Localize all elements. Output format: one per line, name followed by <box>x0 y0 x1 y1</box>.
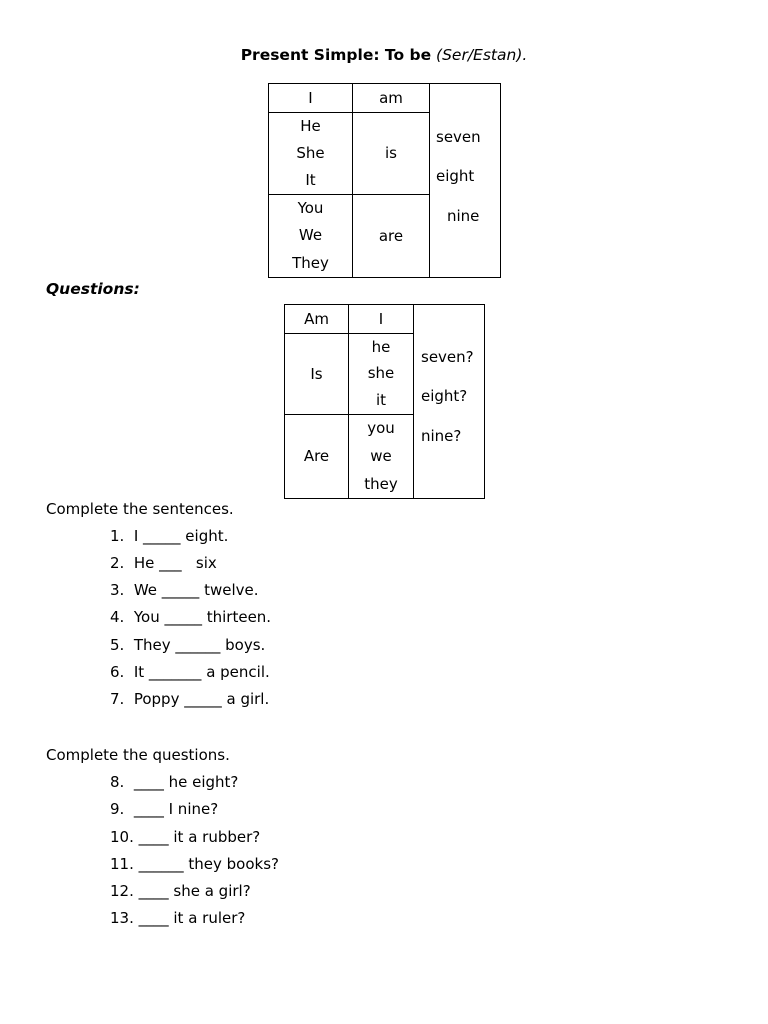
pronoun-it: It <box>305 171 316 189</box>
pronoun-we-q: we <box>370 446 392 465</box>
table-cell <box>349 334 414 415</box>
table-cell <box>269 84 353 113</box>
list-item: 10. ____ it a rubber? <box>110 828 261 846</box>
list-item: 7. Poppy _____ a girl. <box>110 690 270 708</box>
pronoun-she: She <box>296 144 325 162</box>
pronoun-he: He <box>300 117 321 135</box>
pronoun-i: I <box>308 88 313 107</box>
verb-am-q: Am <box>304 309 329 328</box>
table-cell <box>269 113 353 195</box>
questions-exercise-heading: Complete the questions. <box>46 746 230 764</box>
numbers-column <box>430 84 500 277</box>
table-cell <box>349 305 414 334</box>
list-item: 5. They ______ boys. <box>110 636 266 654</box>
number-seven-q: seven? <box>421 348 474 366</box>
verb-is: is <box>385 144 397 162</box>
numbers-column-q <box>414 305 484 498</box>
pronoun-it-q: it <box>375 391 387 410</box>
verb-are-q: Are <box>303 447 330 465</box>
table-cell <box>269 195 353 277</box>
verb-am: am <box>379 88 403 107</box>
title-translation: (Ser/Estan). <box>436 46 528 64</box>
page-title <box>0 46 768 64</box>
list-item: 8. ____ he eight? <box>110 773 239 791</box>
number-eight: eight <box>436 167 475 185</box>
verb-is-q: Is <box>310 364 323 383</box>
number-seven: seven <box>436 128 481 146</box>
table-cell <box>353 84 430 113</box>
sentences-heading: Complete the sentences. <box>46 500 234 518</box>
list-item: 3. We _____ twelve. <box>110 581 259 599</box>
pronoun-they-q: they <box>364 474 398 493</box>
table-cell <box>353 113 430 195</box>
questions-heading: Questions: <box>46 280 140 298</box>
affirmative-table <box>268 83 501 278</box>
pronoun-you: You <box>297 199 324 218</box>
list-item: 6. It _______ a pencil. <box>110 663 270 681</box>
pronoun-he-q: he <box>371 337 391 356</box>
pronoun-they: They <box>292 253 329 272</box>
question-table <box>284 304 485 499</box>
list-item: 9. ____ I nine? <box>110 800 219 818</box>
table-cell <box>285 415 349 498</box>
number-nine: nine <box>447 207 480 225</box>
list-item: 1. I _____ eight. <box>110 527 229 545</box>
number-eight-q: eight? <box>421 387 468 405</box>
pronoun-i-q: I <box>378 309 384 328</box>
list-item: 12. ____ she a girl? <box>110 882 251 900</box>
pronoun-we: We <box>298 226 323 245</box>
table-cell <box>349 415 414 498</box>
list-item: 13. ____ it a ruler? <box>110 909 246 927</box>
table-cell <box>285 305 349 334</box>
verb-are: are <box>378 226 404 245</box>
pronoun-she-q: she <box>367 364 395 383</box>
title-main: Present Simple: To be <box>240 46 432 64</box>
pronoun-you-q: you <box>367 419 395 438</box>
number-nine-q: nine? <box>421 427 462 445</box>
list-item: 4. You _____ thirteen. <box>110 608 272 626</box>
list-item: 11. ______ they books? <box>110 855 279 873</box>
table-cell <box>353 195 430 277</box>
table-cell <box>285 334 349 415</box>
list-item: 2. He ___ six <box>110 554 217 572</box>
